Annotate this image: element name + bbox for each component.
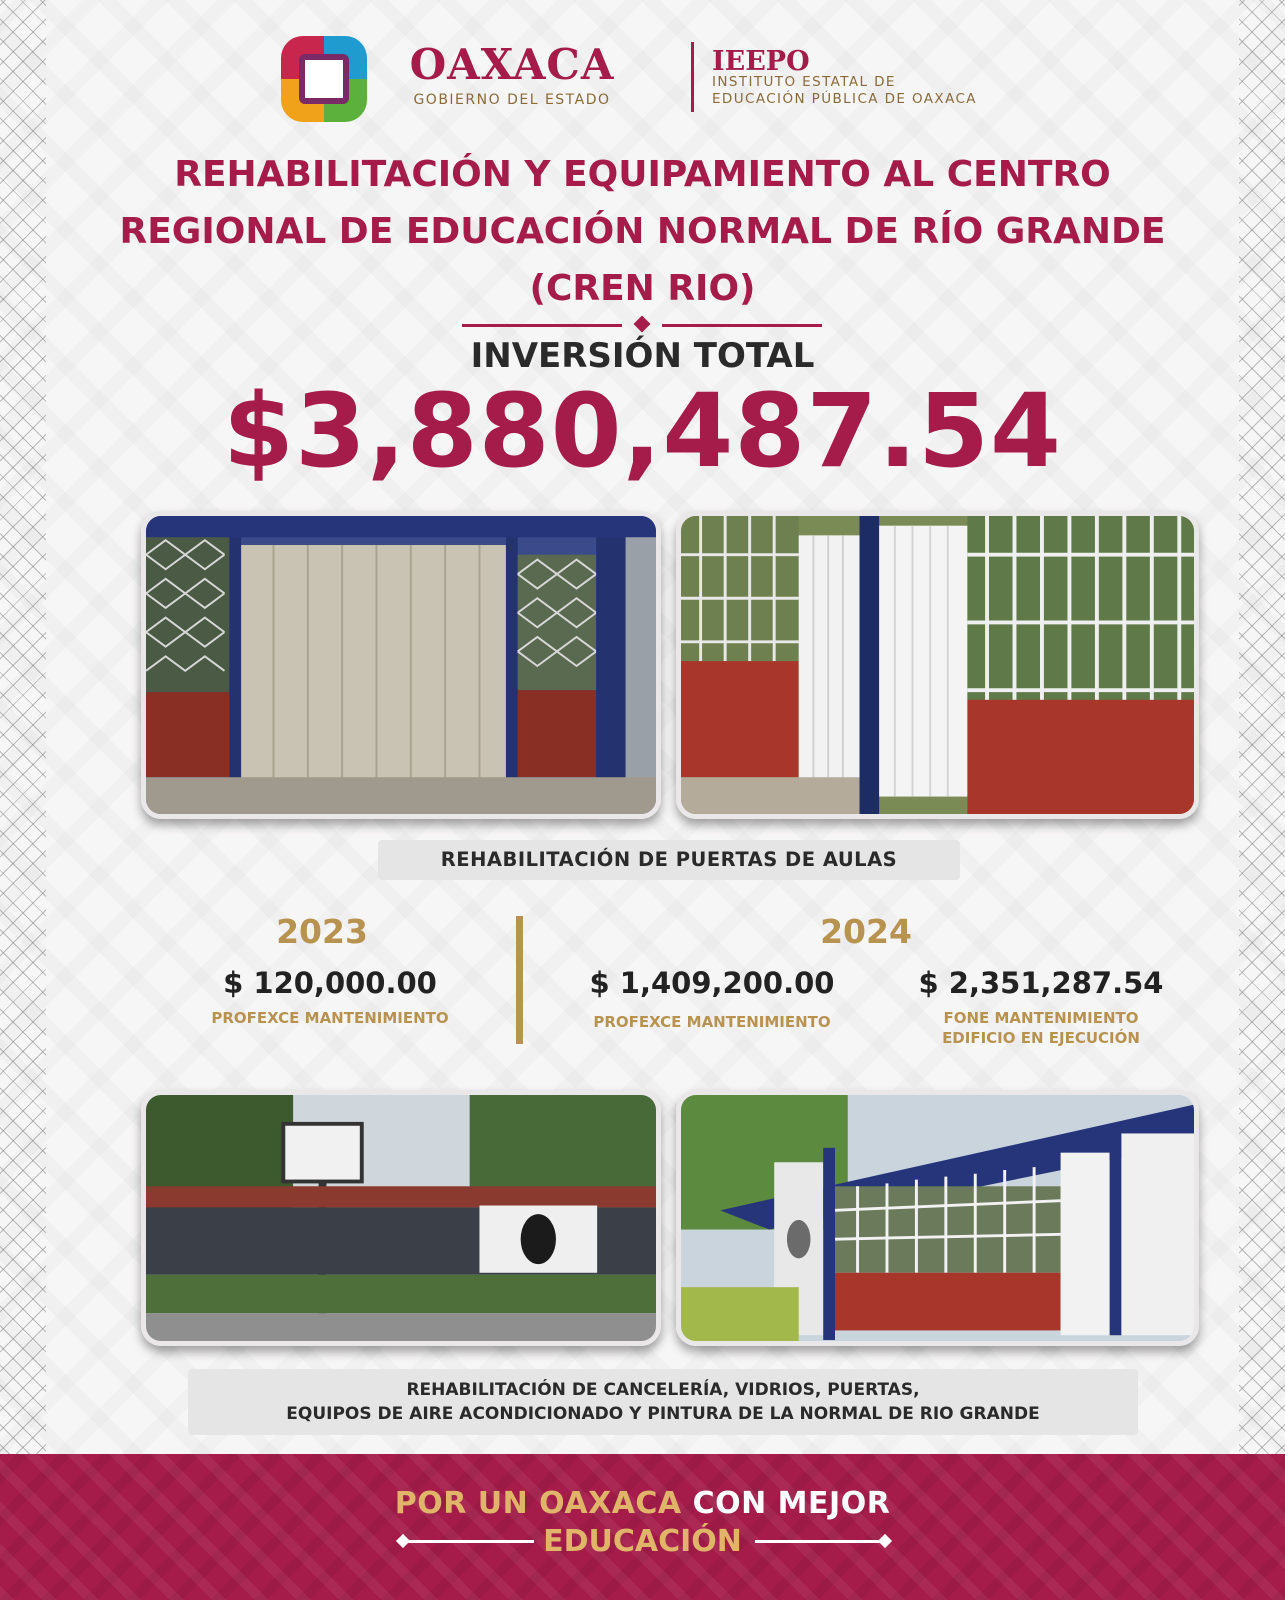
state-subtitle: GOBIERNO DEL ESTADO	[413, 92, 611, 108]
photo-building-after	[676, 1090, 1199, 1346]
source-2024-profexce: PROFEXCE MANTENIMIENTO	[593, 1013, 831, 1031]
header	[0, 34, 1285, 124]
header-divider	[691, 42, 694, 112]
investment-label: INVERSIÓN TOTAL	[470, 336, 815, 376]
title-ornament	[462, 318, 822, 332]
photo-doors-after	[676, 511, 1199, 819]
amount-2024-fone: $ 2,351,287.54	[918, 966, 1164, 1000]
caption-doors: REHABILITACIÓN DE PUERTAS DE AULAS	[378, 840, 960, 880]
title-line2: REGIONAL DE EDUCACIÓN NORMAL DE RÍO GRANDE	[119, 211, 1166, 252]
source-2024-fone-line2: EDIFICIO EN EJECUCIÓN	[942, 1029, 1140, 1047]
institute-name: IEEPO	[712, 46, 810, 77]
title-line3: (CREN RIO)	[529, 268, 756, 309]
year-2024-label: 2024	[820, 912, 912, 951]
amount-2023-profexce: $ 120,000.00	[223, 966, 437, 1000]
photo-building-before	[141, 1090, 661, 1346]
title-line1: REHABILITACIÓN Y EQUIPAMIENTO AL CENTRO	[174, 154, 1111, 195]
slogan-part3: EDUCACIÓN	[543, 1524, 742, 1559]
source-2024-fone-line1: FONE MANTENIMIENTO	[943, 1009, 1139, 1027]
page-title	[70, 146, 1215, 317]
state-name: OAXACA	[409, 40, 615, 89]
amount-2024-profexce: $ 1,409,200.00	[589, 966, 835, 1000]
footer-slogan-line1	[0, 1486, 1285, 1521]
caption-general-line1: REHABILITACIÓN DE CANCELERÍA, VIDRIOS, PUERTAS,	[406, 1380, 920, 1400]
source-2024-fone	[881, 1008, 1201, 1048]
years-divider	[516, 916, 523, 1044]
left-decorative-border	[0, 0, 46, 1455]
caption-general	[188, 1369, 1138, 1435]
investment-amount: $3,880,487.54	[223, 372, 1062, 491]
institute-subtitle-line1: INSTITUTO ESTATAL DE	[712, 74, 896, 90]
right-decorative-border	[1239, 0, 1285, 1455]
diamond-icon	[634, 316, 651, 333]
photo-doors-before	[141, 511, 661, 819]
year-2023-label: 2023	[276, 912, 368, 951]
footer-ornament-right-line	[755, 1540, 885, 1543]
slogan-part1: POR UN OAXACA	[394, 1486, 682, 1521]
caption-general-line2: EQUIPOS DE AIRE ACONDICIONADO Y PINTURA DE LA NORMAL DE RIO GRANDE	[286, 1404, 1040, 1424]
oaxaca-logo-icon	[281, 36, 367, 122]
institute-subtitle-line2: EDUCACIÓN PÚBLICA DE OAXACA	[712, 91, 977, 107]
slogan-part2: CON MEJOR	[692, 1486, 891, 1521]
source-2023-profexce: PROFEXCE MANTENIMIENTO	[211, 1009, 449, 1027]
